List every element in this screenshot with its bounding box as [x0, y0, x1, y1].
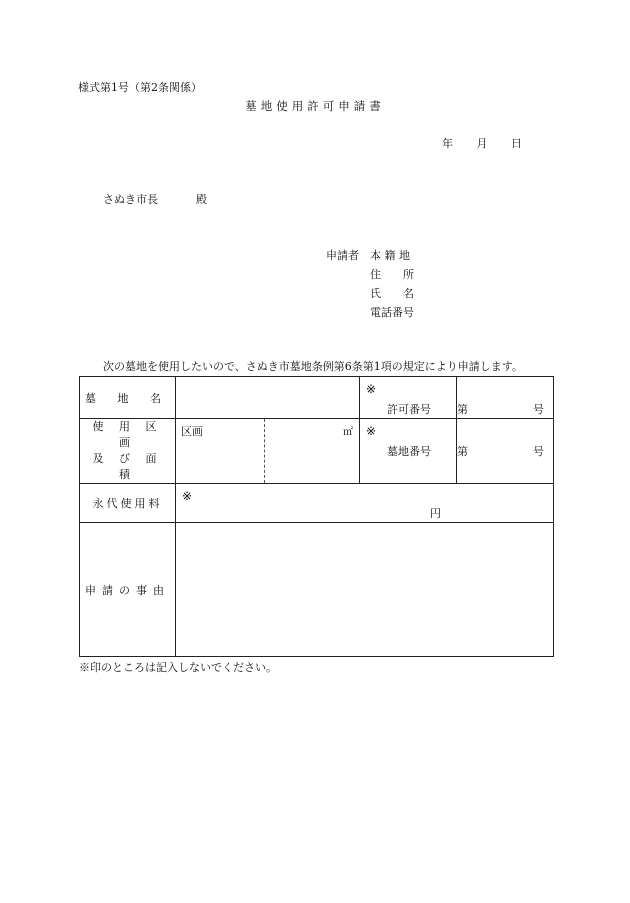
row-reason — [80, 523, 554, 657]
footnote: ※印のところは記入しないでください。 — [79, 661, 277, 674]
reason-field[interactable] — [176, 523, 554, 657]
application-statement: 次の墓地を使用したいので、さぬき市墓地条例第6条第1項の規定により申請します。 — [103, 360, 523, 373]
applicant-phone: 電話番号 — [370, 306, 414, 319]
office-use-mark: ※ — [182, 489, 193, 503]
perpetual-fee-field — [176, 484, 554, 523]
plot-number-dai: 第 — [457, 445, 468, 458]
date-month: 月 — [476, 137, 488, 150]
applicant-label: 申請者 — [326, 249, 359, 262]
permit-number-label: 許可番号 — [387, 403, 431, 416]
date-day: 日 — [511, 137, 522, 150]
applicant-name: 氏 名 — [370, 287, 414, 300]
form-number: 様式第1号（第2条関係） — [78, 81, 202, 94]
permit-number-field — [457, 377, 554, 419]
plot-number-label-cell — [360, 419, 457, 484]
permit-number-go: 号 — [533, 403, 544, 416]
addressee-honorific: 殿 — [196, 193, 207, 206]
addressee — [103, 194, 207, 205]
addressee-name: さぬき市長 — [103, 193, 158, 206]
perpetual-fee-label: 永代使用料 — [80, 484, 176, 523]
reason-label: 申請の事由 — [80, 523, 176, 657]
plot-number-field — [457, 419, 554, 484]
permit-number-label-cell — [360, 377, 457, 419]
applicant-honseki: 本 籍 地 — [370, 249, 410, 262]
office-use-mark: ※ — [366, 382, 377, 396]
plot-area-label-line2: 及 び 面 積 — [92, 452, 163, 481]
row-perpetual-fee — [80, 484, 554, 523]
yen-unit: 円 — [430, 507, 441, 520]
row-cemetery-name — [80, 377, 554, 419]
cemetery-name-label: 墓 地 名 — [80, 377, 176, 419]
plot-number-label: 墓地番号 — [387, 445, 431, 458]
plot-area-label-line1: 使 用 区 画 — [92, 420, 163, 449]
square-meter-unit: ㎡ — [343, 427, 353, 438]
office-use-mark: ※ — [366, 424, 377, 438]
kukaku-label: 区画 — [181, 425, 203, 438]
application-form-table — [79, 376, 554, 657]
plot-number-go: 号 — [533, 445, 544, 458]
row-plot-area — [80, 419, 554, 484]
kukaku-divider — [264, 419, 265, 483]
document-title: 墓地使用許可申請書 — [245, 99, 385, 113]
applicant-address: 住 所 — [370, 268, 414, 281]
date-year: 年 — [442, 137, 453, 150]
permit-number-dai: 第 — [457, 403, 468, 416]
plot-area-label — [80, 419, 176, 484]
plot-area-field[interactable] — [176, 419, 360, 484]
date-line — [442, 138, 522, 149]
cemetery-name-field[interactable] — [176, 377, 360, 419]
